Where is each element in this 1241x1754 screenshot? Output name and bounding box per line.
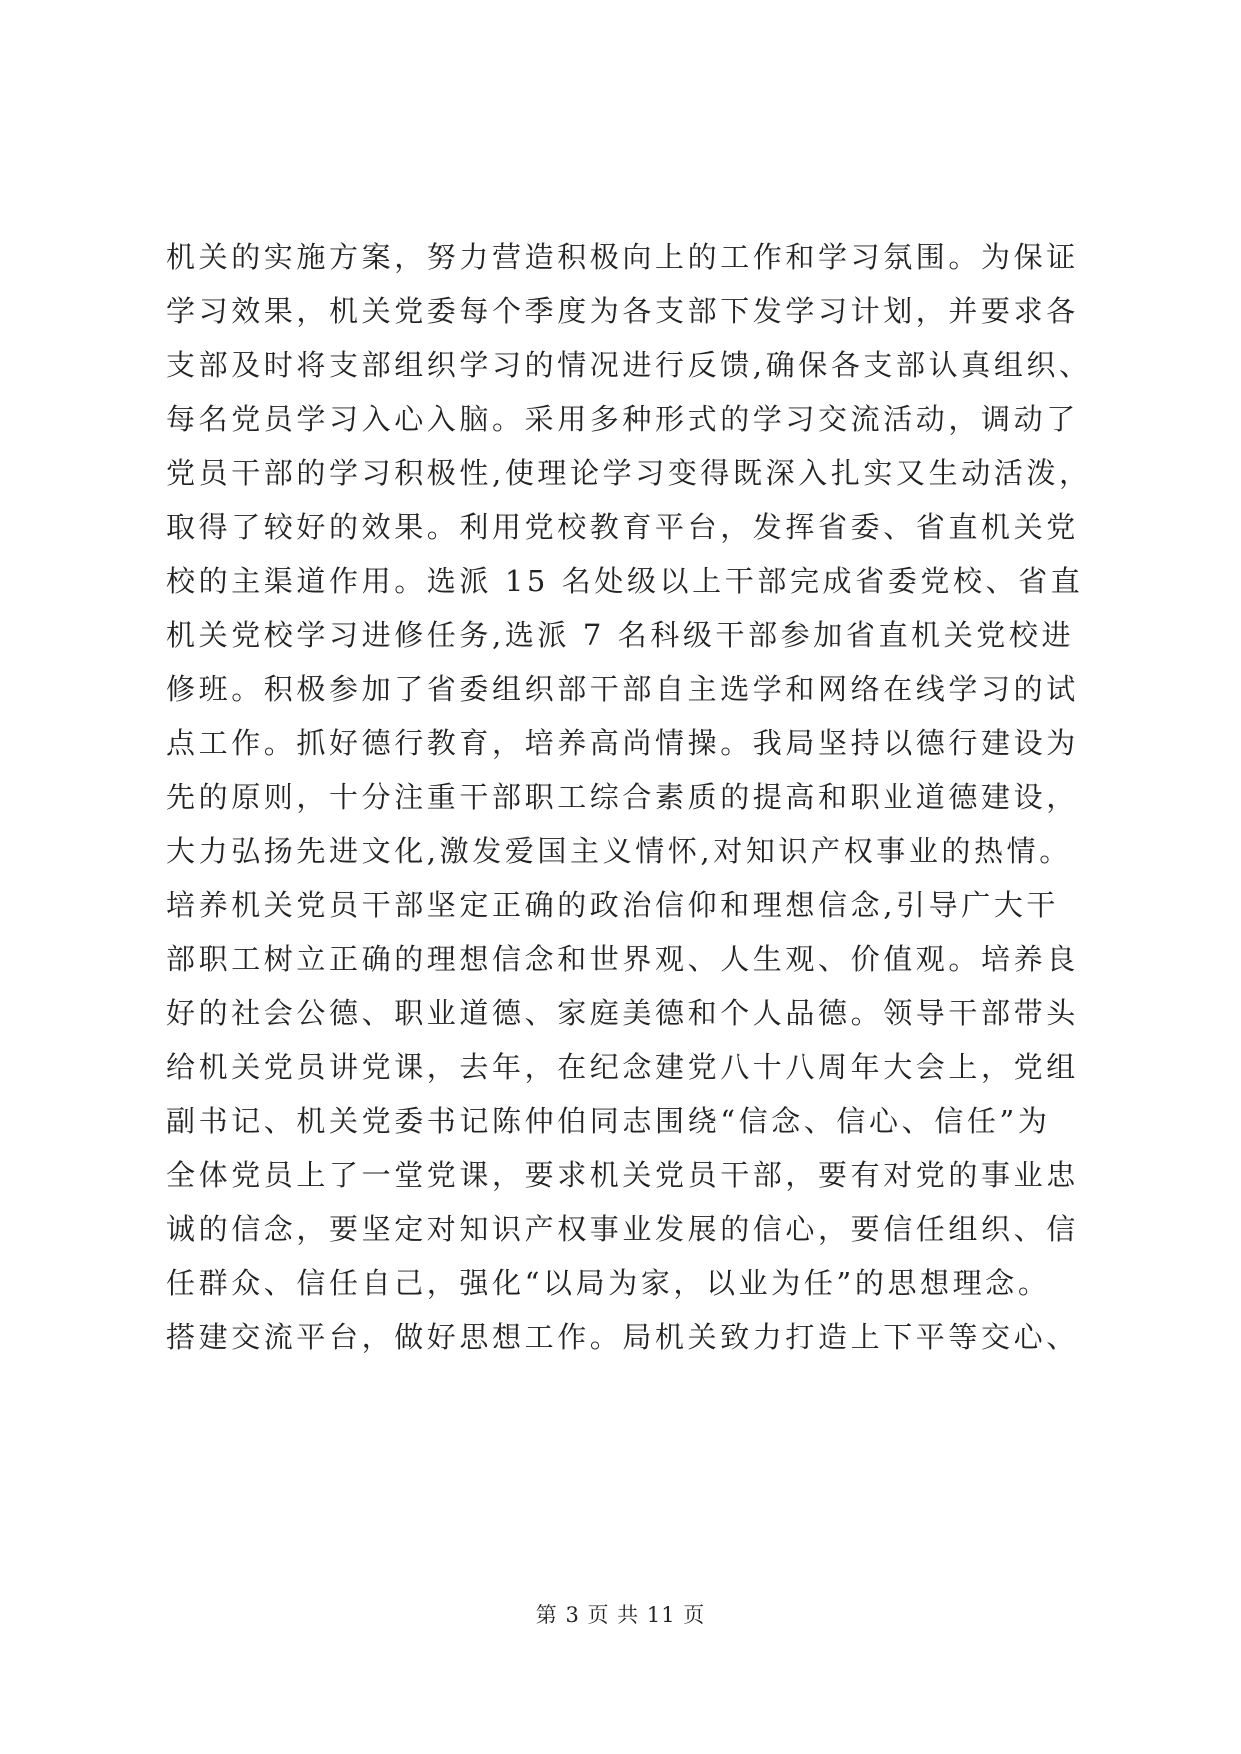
text-line: 每名党员学习入心入脑。采用多种形式的学习交流活动，调动了 (166, 402, 1079, 436)
text-line: 取得了较好的效果。利用党校教育平台，发挥省委、省直机关党 (166, 510, 1079, 544)
text-line: 任群众、信任自己，强化“以局为家，以业为任”的思想理念。 (166, 1266, 1051, 1300)
text-line: 修班。积极参加了省委组织部干部自主选学和网络在线学习的试 (166, 672, 1079, 706)
body-text (166, 230, 1126, 1364)
text-line: 学习效果，机关党委每个季度为各支部下发学习计划，并要求各 (166, 294, 1079, 328)
text-line: 机关的实施方案，努力营造积极向上的工作和学习氛围。为保证 (166, 240, 1079, 274)
text-line: 诚的信念，要坚定对知识产权事业发展的信心，要信任组织、信 (166, 1212, 1079, 1246)
text-line: 培养机关党员干部坚定正确的政治信仰和理想信念,引导广大干 (166, 888, 1060, 922)
text-line: 支部及时将支部组织学习的情况进行反馈,确保各支部认真组织、 (166, 348, 1092, 382)
text-line: 全体党员上了一堂党课，要求机关党员干部，要有对党的事业忠 (166, 1158, 1079, 1192)
text-line: 点工作。抓好德行教育，培养高尚情操。我局坚持以德行建设为 (166, 726, 1079, 760)
text-line: 给机关党员讲党课，去年，在纪念建党八十八周年大会上，党组 (166, 1050, 1079, 1084)
page-number-footer: 第 3 页 共 11 页 (535, 1603, 706, 1627)
text-line: 大力弘扬先进文化,激发爱国主义情怀,对知识产权事业的热情。 (166, 834, 1072, 868)
text-line: 好的社会公德、职业道德、家庭美德和个人品德。领导干部带头 (166, 996, 1079, 1030)
text-line: 校的主渠道作用。选派 15 名处级以上干部完成省委党校、省直 (166, 564, 1084, 598)
text-line: 先的原则，十分注重干部职工综合素质的提高和职业道德建设， (166, 780, 1079, 814)
text-line: 党员干部的学习积极性,使理论学习变得既深入扎实又生动活泼， (166, 456, 1092, 490)
text-line: 副书记、机关党委书记陈仲伯同志围绕“信念、信心、信任”为 (166, 1104, 1051, 1138)
text-line: 部职工树立正确的理想信念和世界观、人生观、价值观。培养良 (166, 942, 1079, 976)
text-line: 机关党校学习进修任务,选派 7 名科级干部参加省直机关党校进 (166, 618, 1075, 652)
text-line: 搭建交流平台，做好思想工作。局机关致力打造上下平等交心、 (166, 1320, 1079, 1354)
